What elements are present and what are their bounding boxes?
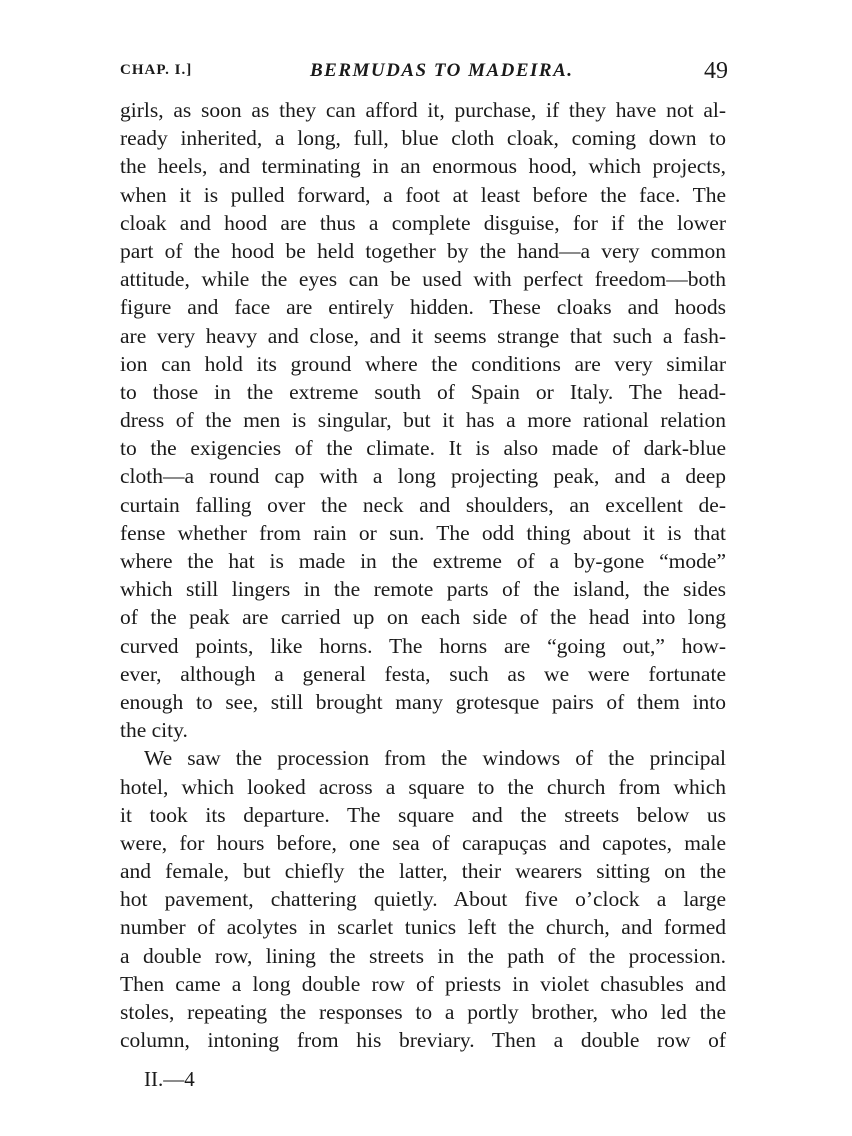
text-line: hotel, which looked across a square to the church from which	[120, 774, 726, 799]
text-line: attitude, while the eyes can be used with perfect freedom—both	[120, 267, 726, 292]
text-line: where the hat is made in the extreme of a by-gone “mode”	[120, 549, 726, 573]
text-line: it took its departure. The square and the streets below us	[120, 802, 726, 827]
chapter-reference: CHAP. I.]	[120, 62, 193, 78]
text-line: ion can hold its ground where the conditions are very similar	[120, 351, 726, 376]
text-line: cloak and hood are thus a complete disguise, for if the lower	[120, 210, 726, 235]
text-line: girls, as soon as they can afford it, purchase, if they have not al-	[120, 98, 726, 122]
text-line: stoles, repeating the responses to a portly brother, who led the	[120, 1000, 726, 1024]
text-line: Then came a long double row of priests in violet chasubles and	[120, 971, 726, 996]
text-line: number of acolytes in scarlet tunics left the church, and formed	[120, 915, 726, 940]
text-line: when it is pulled forward, a foot at least before the face. The	[120, 182, 726, 207]
text-line: part of the hood be held together by the hand—a very common	[120, 238, 726, 263]
text-line: and female, but chiefly the latter, their wearers sitting on the	[120, 859, 726, 884]
running-head	[120, 58, 728, 92]
text-line: of the peak are carried up on each side of the head into long	[120, 605, 726, 630]
text-line: We saw the procession from the windows of the principal	[144, 746, 726, 771]
text-line: the heels, and terminating in an enormous hood, which projects,	[120, 154, 726, 179]
text-line: fense whether from rain or sun. The odd thing about it is that	[120, 520, 726, 545]
text-line: are very heavy and close, and it seems strange that such a fash-	[120, 323, 726, 348]
page-number: 49	[704, 58, 728, 84]
running-title: BERMUDAS TO MADEIRA.	[310, 60, 574, 81]
text-line: enough to see, still brought many grotesque pairs of them into	[120, 689, 726, 714]
text-line: figure and face are entirely hidden. These cloaks and hoods	[120, 295, 726, 320]
text-line: were, for hours before, one sea of carapuças and capotes, male	[120, 830, 726, 855]
text-line: curtain falling over the neck and shoulders, an excellent de-	[120, 492, 726, 517]
body-text	[120, 96, 726, 1054]
text-line: curved points, like horns. The horns are “going out,” how-	[120, 633, 726, 658]
text-line: hot pavement, chattering quietly. About five o’clock a large	[120, 887, 726, 912]
text-line: dress of the men is singular, but it has a more rational relation	[120, 408, 726, 433]
text-line: ready inherited, a long, full, blue cloth cloak, coming down to	[120, 126, 726, 151]
text-line: to those in the extreme south of Spain or Italy. The head-	[120, 379, 726, 404]
text-line: to the exigencies of the climate. It is also made of dark-blue	[120, 436, 726, 461]
text-line: ever, although a general festa, such as we were fortunate	[120, 661, 726, 686]
signature-mark: II.—4	[144, 1067, 195, 1091]
text-line: which still lingers in the remote parts of the island, the sides	[120, 577, 726, 602]
text-line: the city.	[120, 718, 188, 743]
text-line: column, intoning from his breviary. Then a double row of	[120, 1028, 726, 1053]
text-line: a double row, lining the streets in the path of the procession.	[120, 943, 726, 968]
text-line: cloth—a round cap with a long projecting peak, and a deep	[120, 464, 726, 489]
